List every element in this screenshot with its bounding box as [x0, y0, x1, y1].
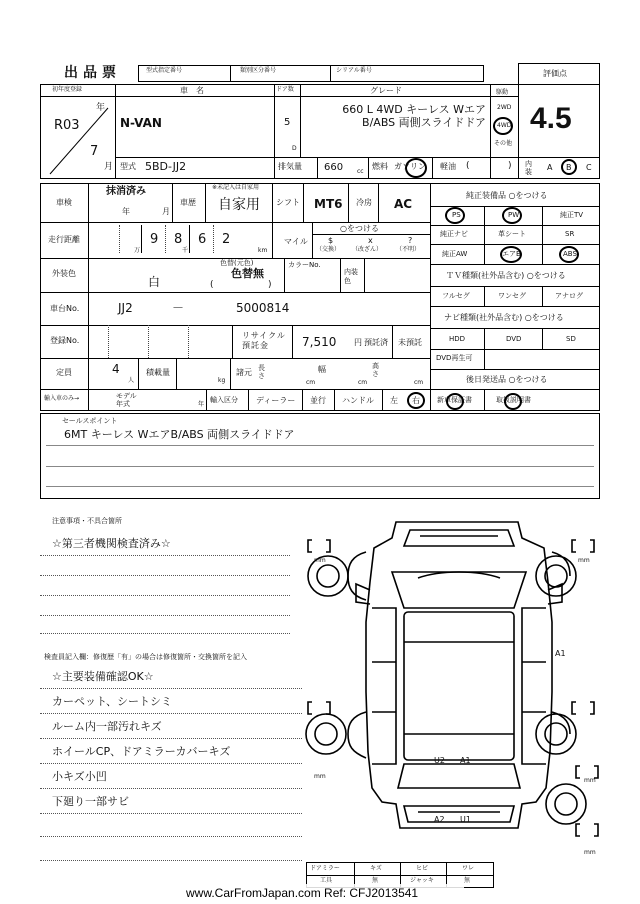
- displacement-unit: cc: [357, 168, 364, 175]
- model-label: 型式: [120, 162, 136, 171]
- mileage-digit: 9: [150, 232, 159, 247]
- load-unit: kg: [218, 377, 226, 384]
- legend-jack: ジャッキ: [410, 877, 434, 884]
- notes-item: カーペット、シートシミ: [52, 695, 173, 708]
- equip-genuine-tv: 純正TV: [560, 211, 584, 219]
- fuel-label: 燃料: [372, 162, 388, 171]
- equip-genuine-aw: 純正AW: [442, 250, 468, 258]
- drive-other: その他: [494, 140, 513, 147]
- legend-door-mirror: ドアミラー: [310, 865, 340, 872]
- car-name-label: 車 名: [180, 86, 204, 95]
- shift-value: MT6: [314, 197, 343, 211]
- interior-grade-a: A: [547, 163, 553, 172]
- equip-airbag: エアB: [502, 250, 521, 258]
- later-shipping-title: 後日発送品 ○をつける: [466, 375, 548, 384]
- tv-fullseg: フルセグ: [442, 292, 470, 300]
- mileage-x: x: [368, 236, 373, 245]
- model-designation-label: 型式指定番号: [146, 67, 183, 74]
- tread-mm-rear-left: mm: [314, 773, 326, 780]
- mile-label: マイル: [284, 237, 308, 246]
- recolor-label: 色替(元色): [220, 259, 254, 267]
- car-rear-bumper: [404, 806, 514, 822]
- recycle-label: リサイクル預託金: [242, 331, 286, 350]
- damage-mark-a1-rear: A1: [460, 756, 471, 765]
- first-reg-era-year: R03: [54, 118, 80, 133]
- wheel-rear-left: [306, 714, 346, 754]
- mileage-digit: 2: [222, 232, 231, 247]
- import-type-label: 輸入区分: [210, 396, 238, 404]
- car-front-bumper: [404, 530, 514, 546]
- sales-point-label: セールスポイント: [62, 417, 118, 425]
- doors-value: 5: [284, 117, 291, 128]
- legend-crack: ヒビ: [416, 865, 429, 872]
- drive-2wd: 2WD: [497, 104, 512, 111]
- width-unit: cm: [358, 379, 368, 386]
- tread-mm-rear-right: mm: [584, 777, 596, 784]
- inspection-year: 年: [122, 207, 130, 216]
- later-manual-circle: [504, 393, 522, 410]
- fuel-light-oil: 軽油: [440, 162, 456, 171]
- watermark-text: www.CarFromJapan.com Ref: CFJ2013541: [186, 886, 419, 900]
- inspection-value: 抹消済み: [106, 186, 146, 197]
- chassis-label: 車台No.: [50, 304, 80, 313]
- mileage-digit: 8: [174, 232, 183, 247]
- notes-item: ☆主要装備確認OK☆: [52, 670, 154, 683]
- equip-airbag-circle: [500, 246, 522, 263]
- damage-mark-u1: U1: [460, 815, 471, 824]
- equip-ps-circle: [445, 207, 465, 224]
- navi-type-title: ナビ種類(社外品含む) ○をつける: [444, 313, 564, 322]
- interior-grade-b: B: [566, 163, 572, 172]
- cooler-value: AC: [394, 197, 413, 211]
- model-year-label: モデル年式: [116, 392, 137, 408]
- damage-mark-a1-side: A1: [555, 649, 566, 658]
- spare-wheel: [546, 784, 586, 824]
- handle-right: 右: [412, 396, 420, 405]
- car-rear-hatch: [398, 764, 520, 788]
- recycle-unit: 円: [354, 338, 362, 347]
- mileage-man: 万: [134, 247, 141, 254]
- tread-mm-spare: mm: [584, 849, 596, 856]
- length-label: 長さ: [258, 364, 265, 380]
- sheet-title: 出品票: [64, 65, 121, 81]
- car-left-side: [372, 608, 396, 764]
- inspection-label: 車検: [56, 198, 72, 207]
- color-label: 外装色: [52, 269, 76, 278]
- reg-no-label: 登録No.: [50, 336, 80, 345]
- cooler-label: 冷房: [356, 198, 372, 207]
- first-reg-month-label: 月: [104, 162, 114, 172]
- notes-label: 注意事項・不具合箇所: [52, 517, 122, 525]
- tread-mm-front-right: mm: [578, 557, 590, 564]
- grade-label: グレード: [370, 86, 402, 95]
- interior-b-circle: [561, 159, 577, 175]
- mileage-sen: 千: [182, 247, 189, 254]
- later-warranty: 新車保証書: [437, 396, 472, 404]
- shift-label: シフト: [276, 198, 300, 207]
- car-name: N-VAN: [120, 116, 162, 130]
- handle-left: 左: [390, 396, 398, 405]
- equip-pw: PW: [508, 211, 520, 219]
- drive-label: 駆動: [496, 89, 509, 96]
- color-value: 白: [148, 275, 161, 289]
- tv-oneseg: ワンセグ: [498, 292, 526, 300]
- history-note: ※未記入は自家用: [212, 184, 260, 191]
- dims-label: 諸元: [236, 368, 252, 377]
- recycle-unpaid: 未預託: [398, 338, 422, 347]
- mileage-label: 走行距離: [48, 235, 80, 244]
- model-value: 5BD-JJ2: [145, 160, 187, 173]
- interior-grade-c: C: [586, 163, 592, 172]
- rating-value: 4.5: [530, 102, 572, 135]
- mileage-dollar: $: [328, 236, 334, 245]
- legend-tools-value: 無: [372, 877, 379, 884]
- car-damage-diagram: [300, 512, 610, 868]
- recolor-paren-open: (: [210, 280, 214, 290]
- doors-label: ドア数: [276, 86, 294, 93]
- inspector-label: 検査員記入欄：修復歴「有」の場合は修復箇所・交換箇所を記入: [44, 653, 247, 661]
- notes-item: ルーム内一部汚れキズ: [52, 720, 162, 733]
- drive-4wd-circle: [493, 117, 513, 135]
- drive-4wd: 4WD: [497, 122, 512, 129]
- interior-label: 内装: [525, 160, 532, 176]
- displacement-label: 排気量: [278, 162, 302, 171]
- equip-leather: 革シート: [498, 230, 526, 238]
- mileage-circle-note: ○をつける: [340, 224, 379, 233]
- grade-value: 660 L 4WD キーレス WエアB/ABS 両側スライドドア: [342, 103, 486, 129]
- car-body-outline: [366, 522, 552, 828]
- chassis-number: 5000814: [236, 301, 290, 315]
- equip-pw-circle: [502, 207, 522, 224]
- car-roof: [404, 612, 514, 760]
- mileage-digits: [98, 225, 248, 255]
- later-manual: 取扱説明書: [496, 396, 531, 404]
- load-label: 積載量: [146, 368, 170, 377]
- length-unit: cm: [306, 379, 316, 386]
- legend-tools: 工具: [320, 877, 333, 884]
- handle-right-circle: [407, 392, 425, 409]
- equip-abs: ABS: [563, 250, 577, 258]
- import-parallel: 並行: [310, 396, 326, 405]
- displacement-value: 660: [324, 162, 344, 173]
- navi-hdd: HDD: [449, 335, 466, 343]
- equip-ps: PS: [452, 211, 461, 219]
- tv-type-title: ＴＶ種類(社外品含む) ○をつける: [446, 271, 566, 280]
- color-no-label: カラーNo.: [288, 261, 321, 269]
- first-reg-label: 初年度登録: [52, 86, 83, 93]
- mileage-digit: 6: [198, 232, 207, 247]
- recolor-paren-close: ): [268, 280, 272, 290]
- tread-mm-front-left: mm: [314, 557, 326, 564]
- car-right-side: [522, 608, 546, 764]
- capacity-label: 定員: [56, 368, 72, 377]
- mileage-q: ?: [408, 236, 413, 245]
- recycle-paid: 預託済: [364, 338, 388, 347]
- tv-analog: アナログ: [555, 292, 583, 300]
- fuel-paren-close: ): [508, 161, 512, 171]
- fuel-paren-open: (: [466, 161, 470, 171]
- recolor-value: 色替無: [231, 267, 264, 280]
- fuel-gasoline: ガソリン: [394, 162, 426, 171]
- chassis-prefix: JJ2: [118, 301, 133, 315]
- notes-item: 下廻り一部サビ: [52, 795, 129, 808]
- fuel-gasoline-circle: [405, 158, 427, 178]
- doors-suffix: D: [292, 145, 297, 152]
- capacity-value: 4: [112, 362, 120, 376]
- chassis-dash: －: [172, 301, 185, 315]
- model-year-unit: 年: [198, 401, 205, 408]
- height-label: 高さ: [372, 362, 379, 378]
- mileage-tampered: （改ざん）: [352, 246, 383, 253]
- damage-mark-a2: A2: [434, 815, 445, 824]
- recycle-value: 7,510: [302, 335, 337, 349]
- notes-item: ホイールCP、ドアミラーカバーキズ: [52, 745, 231, 758]
- rating-label: 評価点: [543, 69, 567, 78]
- mileage-unknown: （不明）: [396, 246, 421, 253]
- serial-label: シリアル番号: [336, 67, 372, 74]
- equip-sr: SR: [565, 230, 575, 238]
- interior-color-label: 内装色: [344, 268, 358, 285]
- mileage-exchange: （交換）: [316, 246, 341, 253]
- width-label: 幅: [318, 365, 326, 374]
- notes-item: 小キズ小凹: [52, 770, 107, 783]
- damage-mark-u2: U2: [434, 756, 445, 765]
- navi-dvd: DVD: [506, 335, 522, 343]
- type-class-label: 類別区分番号: [240, 67, 277, 74]
- handle-label: ハンドル: [342, 396, 374, 405]
- dvd-player: DVD再生可: [436, 354, 473, 362]
- header-id-box: [138, 65, 484, 82]
- inspection-month: 月: [162, 207, 170, 216]
- mileage-km: km: [258, 247, 268, 254]
- equip-genuine-navi: 純正ナビ: [440, 230, 468, 238]
- car-windshield: [392, 572, 526, 608]
- history-value: 自家用: [218, 197, 260, 213]
- genuine-equipment-title: 純正装備品 ○をつける: [466, 191, 548, 200]
- height-unit: cm: [414, 379, 424, 386]
- history-label: 車歴: [180, 198, 196, 207]
- first-reg-year-label: 年: [96, 103, 106, 113]
- legend-scratch: キズ: [370, 865, 382, 872]
- navi-sd: SD: [566, 335, 576, 343]
- import-dealer: ディーラー: [256, 396, 296, 405]
- sales-point-text: 6MT キーレス WエアB/ABS 両側スライドドア: [64, 428, 295, 441]
- capacity-unit: 人: [128, 377, 135, 384]
- import-label: 輸入車のみ→: [44, 395, 80, 402]
- notes-line-1: ☆第三者機関検査済み☆: [52, 537, 171, 550]
- equip-abs-circle: [559, 246, 579, 263]
- later-warranty-circle: [446, 393, 464, 410]
- first-reg-month: 7: [90, 144, 99, 159]
- legend-dent: ワレ: [462, 865, 475, 872]
- legend-jack-value: 無: [464, 877, 471, 884]
